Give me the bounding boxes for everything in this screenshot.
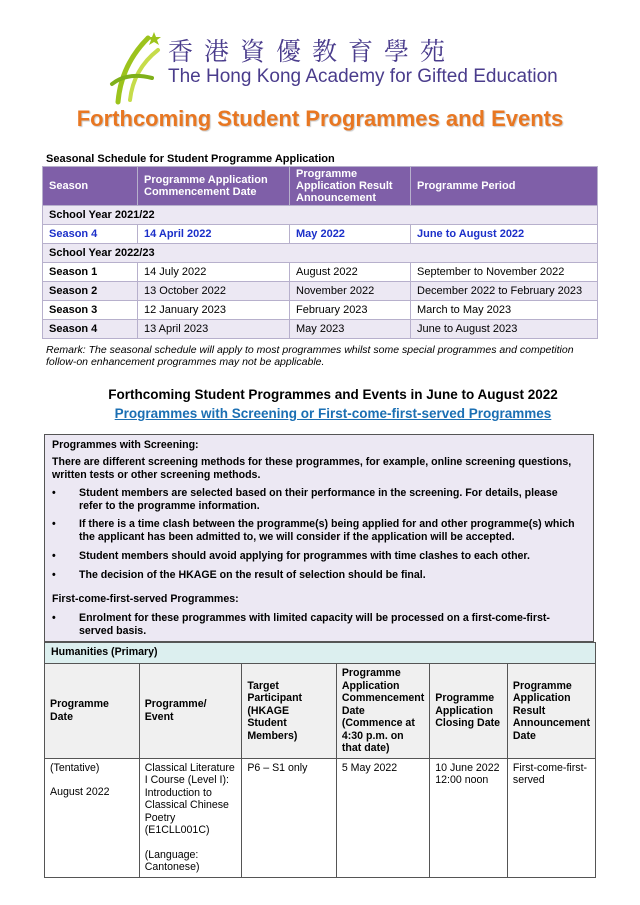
header-result: Programme Application Result Announcement <box>290 167 411 206</box>
screening-bullet: The decision of the HKAGE on the result of selection should be final. <box>79 569 426 581</box>
seasonal-schedule-table <box>42 166 598 339</box>
programme-date-cell <box>45 758 140 877</box>
period-cell: June to August 2023 <box>411 320 598 339</box>
logo-chinese-name: 香港資優教育學苑 <box>168 37 457 66</box>
period-cell: December 2022 to February 2023 <box>411 282 598 301</box>
header-programme-date: Programme Date <box>45 664 140 759</box>
table-row <box>43 263 598 282</box>
season-cell: Season 3 <box>43 301 138 320</box>
bullet-marker: • <box>52 550 56 562</box>
category-label: Humanities (Primary) <box>45 643 596 664</box>
result-cell: August 2022 <box>290 263 411 282</box>
result-cell: November 2022 <box>290 282 411 301</box>
programme-event[interactable]: Classical Literature I Course (Level I): Introduction to Classical Chinese Poetry (E1CLL001C) <box>144 761 235 836</box>
fcfs-heading: First-come-first-served Programmes: <box>52 593 239 605</box>
programmes-header-row <box>45 664 596 759</box>
header-target-participant: Target Participant (HKAGE Student Members) <box>242 664 337 759</box>
screening-heading: Programmes with Screening: <box>52 439 199 451</box>
schedule-remark: Remark: The seasonal schedule will apply to most programmes whilst some special programmes and competition follow-on enhancement programmes may not be applicable. <box>46 344 574 368</box>
school-year-label: School Year 2022/23 <box>43 244 598 263</box>
logo-english-name: The Hong Kong Academy for Gifted Education <box>168 66 558 87</box>
bullet-marker: • <box>52 487 56 499</box>
screening-intro: There are different screening methods for these programmes, for example, online screening questions, written tests or other screening methods. <box>52 456 572 481</box>
header-period: Programme Period <box>411 167 598 206</box>
section-subtitle-link[interactable]: Programmes with Screening or First-come-first-served Programmes <box>114 406 552 421</box>
bullet-marker: • <box>52 612 56 624</box>
period-cell: June to August 2022 <box>411 225 598 244</box>
school-year-label: School Year 2021/22 <box>43 206 598 225</box>
period-cell: September to November 2022 <box>411 263 598 282</box>
programme-info-box <box>44 434 594 642</box>
category-row <box>45 643 596 664</box>
programme-language: (Language: Cantonese) <box>144 848 200 873</box>
table-row <box>45 758 596 877</box>
table-row <box>43 301 598 320</box>
screening-bullet: Student members should avoid applying for programmes with time clashes to each other. <box>79 550 530 562</box>
result-cell: May 2022 <box>290 225 411 244</box>
bullet-marker: • <box>52 569 56 581</box>
page-title: Forthcoming Student Programmes and Events <box>76 106 564 131</box>
result-cell: May 2023 <box>290 320 411 339</box>
season-cell: Season 1 <box>43 263 138 282</box>
season-cell: Season 4 <box>43 225 138 244</box>
table-row <box>43 225 598 244</box>
table-row <box>43 320 598 339</box>
result-date-cell: First-come-first-served <box>507 758 595 877</box>
commencement-cell: 12 January 2023 <box>138 301 290 320</box>
header-application-closing: Programme Application Closing Date <box>430 664 508 759</box>
commencement-cell: 14 July 2022 <box>138 263 290 282</box>
programmes-table <box>44 642 596 878</box>
commencement-date-cell: 5 May 2022 <box>336 758 429 877</box>
programme-date-tentative: (Tentative) <box>50 761 100 774</box>
schedule-caption: Seasonal Schedule for Student Programme Application <box>46 153 335 165</box>
header-result-announcement: Programme Application Result Announcement Date <box>507 664 595 759</box>
period-cell: March to May 2023 <box>411 301 598 320</box>
programme-event-cell <box>139 758 242 877</box>
fcfs-bullet: Enrolment for these programmes with limited capacity will be processed on a first-come-first-served basis. <box>79 612 550 637</box>
result-cell: February 2023 <box>290 301 411 320</box>
season-cell: Season 4 <box>43 320 138 339</box>
screening-bullet: If there is a time clash between the programme(s) being applied for and other programme(s) which the applicant has been admitted to, we will consider if the application will be accepted. <box>79 518 575 543</box>
programme-date: August 2022 <box>50 786 110 798</box>
header-season: Season <box>43 167 138 206</box>
header-commencement: Programme Application Commencement Date <box>138 167 290 206</box>
table-row <box>43 282 598 301</box>
screening-bullet: Student members are selected based on their performance in the screening. For details, please refer to the programme information. <box>79 487 558 512</box>
closing-date-cell: 10 June 2022 12:00 noon <box>430 758 508 877</box>
academy-emblem-icon <box>108 28 172 108</box>
season-cell: Season 2 <box>43 282 138 301</box>
target-participant-cell: P6 – S1 only <box>242 758 337 877</box>
commencement-cell: 13 April 2023 <box>138 320 290 339</box>
commencement-cell: 14 April 2022 <box>138 225 290 244</box>
hkage-logo <box>108 28 558 108</box>
school-year-row <box>43 206 598 225</box>
header-programme-event: Programme/ Event <box>139 664 242 759</box>
bullet-marker: • <box>52 518 56 530</box>
schedule-header-row <box>43 167 598 206</box>
commencement-cell: 13 October 2022 <box>138 282 290 301</box>
school-year-row <box>43 244 598 263</box>
section-title: Forthcoming Student Programmes and Events in June to August 2022 <box>108 387 558 402</box>
header-application-commencement: Programme Application Commencement Date (Commence at 4:30 p.m. on that date) <box>336 664 429 759</box>
